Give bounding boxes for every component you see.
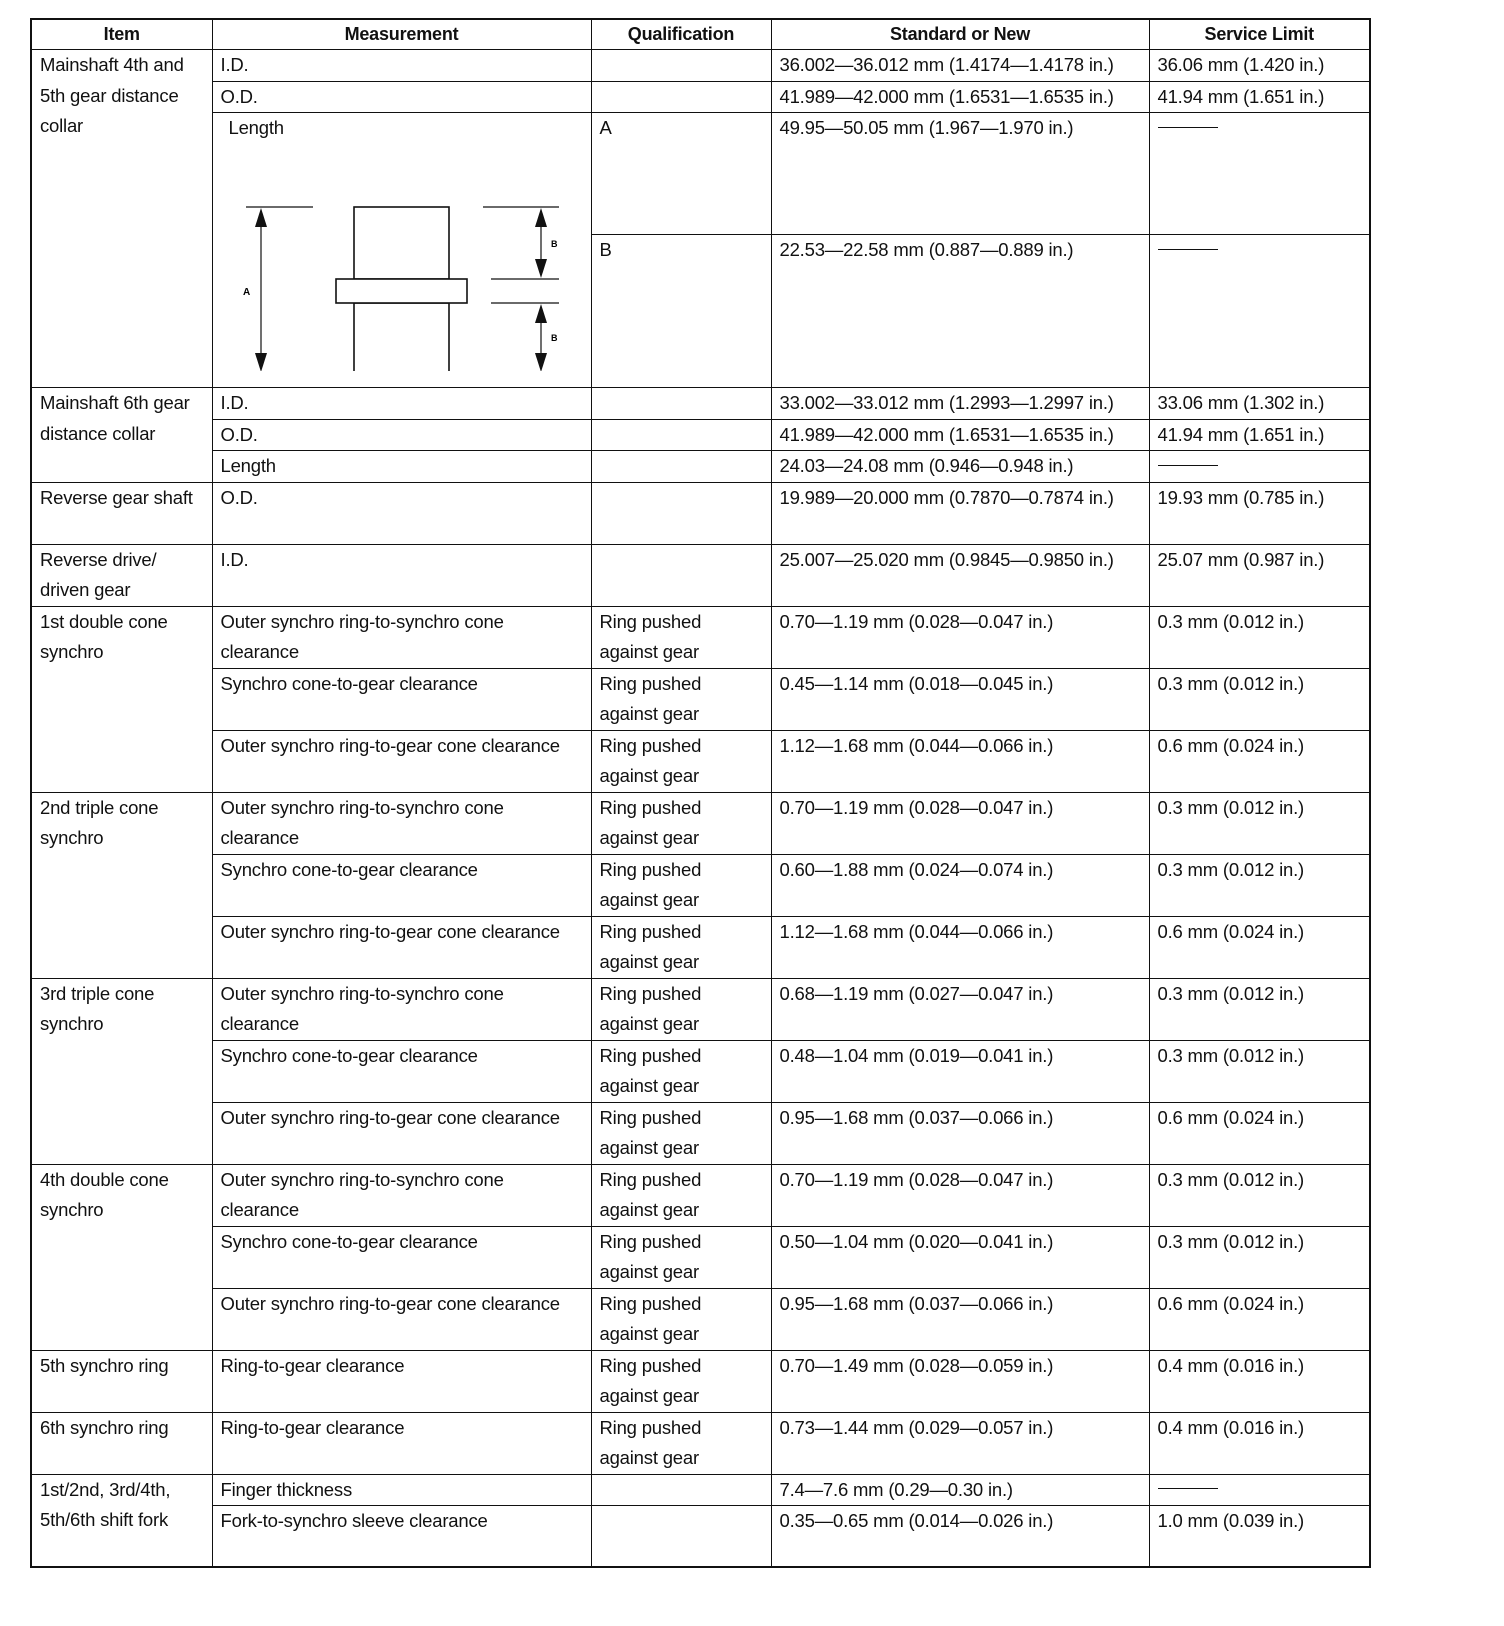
limit-cell: 0.6 mm (0.024 in.) (1149, 730, 1370, 792)
standard-cell: 24.03—24.08 mm (0.946—0.948 in.) (771, 451, 1149, 483)
measurement-cell: O.D. (212, 419, 591, 451)
table-row (31, 544, 1370, 606)
svg-text:A: A (242, 287, 250, 298)
limit-cell (1149, 1474, 1370, 1506)
measurement-cell: Synchro cone-to-gear clearance (212, 1040, 591, 1102)
measurement-cell: Outer synchro ring-to-synchro cone clearance (212, 792, 591, 854)
not-applicable-dash (1158, 1488, 1218, 1489)
limit-cell: 25.07 mm (0.987 in.) (1149, 544, 1370, 606)
limit-cell: 0.3 mm (0.012 in.) (1149, 606, 1370, 668)
standard-cell: 25.007—25.020 mm (0.9845—0.9850 in.) (771, 544, 1149, 606)
table-row (31, 854, 1370, 916)
measurement-cell: Outer synchro ring-to-gear cone clearance (212, 916, 591, 978)
qualification-cell (591, 544, 771, 606)
not-applicable-dash (1158, 249, 1218, 250)
item-cell: 4th double cone synchro (31, 1164, 212, 1350)
qualification-cell: Ring pushed against gear (591, 1102, 771, 1164)
standard-cell: 22.53—22.58 mm (0.887—0.889 in.) (771, 235, 1149, 388)
measurement-cell: Finger thickness (212, 1474, 591, 1506)
limit-cell: 0.4 mm (0.016 in.) (1149, 1350, 1370, 1412)
measurement-cell: O.D. (212, 81, 591, 113)
item-cell: 3rd triple cone synchro (31, 978, 212, 1164)
header-item: Item (31, 19, 212, 50)
limit-cell: 0.3 mm (0.012 in.) (1149, 668, 1370, 730)
item-cell: Mainshaft 4th and 5th gear distance collar (31, 50, 212, 388)
qualification-cell: Ring pushed against gear (591, 730, 771, 792)
measurement-cell: I.D. (212, 544, 591, 606)
table-row (31, 1102, 1370, 1164)
standard-cell: 0.60—1.88 mm (0.024—0.074 in.) (771, 854, 1149, 916)
standard-cell: 1.12—1.68 mm (0.044—0.066 in.) (771, 730, 1149, 792)
limit-cell: 33.06 mm (1.302 in.) (1149, 388, 1370, 420)
limit-cell: 0.3 mm (0.012 in.) (1149, 1226, 1370, 1288)
svg-text:B: B (550, 239, 557, 249)
standard-cell: 0.70—1.49 mm (0.028—0.059 in.) (771, 1350, 1149, 1412)
standard-cell: 36.002—36.012 mm (1.4174—1.4178 in.) (771, 50, 1149, 82)
limit-cell (1149, 451, 1370, 483)
header-qualification: Qualification (591, 19, 771, 50)
limit-cell: 41.94 mm (1.651 in.) (1149, 419, 1370, 451)
table-row (31, 1288, 1370, 1350)
table-row (31, 1226, 1370, 1288)
collar-diagram-icon (243, 191, 573, 371)
table-row (31, 978, 1370, 1040)
table-row (31, 1164, 1370, 1226)
measurement-cell: I.D. (212, 50, 591, 82)
qualification-cell: Ring pushed against gear (591, 916, 771, 978)
item-cell: 2nd triple cone synchro (31, 792, 212, 978)
measurement-cell: Outer synchro ring-to-synchro cone clearance (212, 606, 591, 668)
qualification-cell (591, 482, 771, 544)
table-row (31, 606, 1370, 668)
standard-cell: 0.68—1.19 mm (0.027—0.047 in.) (771, 978, 1149, 1040)
standard-cell: 7.4—7.6 mm (0.29—0.30 in.) (771, 1474, 1149, 1506)
measurement-cell: Ring-to-gear clearance (212, 1412, 591, 1474)
qualification-cell (591, 388, 771, 420)
standard-cell: 0.35—0.65 mm (0.014—0.026 in.) (771, 1506, 1149, 1567)
qualification-cell: Ring pushed against gear (591, 1350, 771, 1412)
limit-cell (1149, 113, 1370, 235)
standard-cell: 33.002—33.012 mm (1.2993—1.2997 in.) (771, 388, 1149, 420)
standard-cell: 0.50—1.04 mm (0.020—0.041 in.) (771, 1226, 1149, 1288)
svg-text:B: B (550, 333, 557, 343)
measurement-cell: Outer synchro ring-to-synchro cone clearance (212, 978, 591, 1040)
standard-cell: 1.12—1.68 mm (0.044—0.066 in.) (771, 916, 1149, 978)
limit-cell: 0.6 mm (0.024 in.) (1149, 1102, 1370, 1164)
limit-cell: 0.6 mm (0.024 in.) (1149, 916, 1370, 978)
table-row (31, 113, 1370, 235)
table-row (31, 668, 1370, 730)
item-cell: Mainshaft 6th gear distance collar (31, 388, 212, 483)
measurement-cell: Synchro cone-to-gear clearance (212, 668, 591, 730)
qualification-cell: Ring pushed against gear (591, 854, 771, 916)
table-row (31, 1040, 1370, 1102)
header-row (31, 19, 1370, 50)
table-row (31, 1350, 1370, 1412)
measurement-cell: Synchro cone-to-gear clearance (212, 854, 591, 916)
item-cell: 1st double cone synchro (31, 606, 212, 792)
measurement-cell: Outer synchro ring-to-gear cone clearance (212, 730, 591, 792)
limit-cell: 1.0 mm (0.039 in.) (1149, 1506, 1370, 1567)
qualification-cell (591, 419, 771, 451)
measurement-cell: Length (228, 117, 284, 138)
qualification-cell: Ring pushed against gear (591, 792, 771, 854)
qualification-cell: Ring pushed against gear (591, 606, 771, 668)
measurement-cell: O.D. (212, 482, 591, 544)
qualification-cell (591, 1474, 771, 1506)
qualification-cell (591, 451, 771, 483)
qualification-cell (591, 50, 771, 82)
measurement-cell: Outer synchro ring-to-gear cone clearance (212, 1288, 591, 1350)
standard-cell: 49.95—50.05 mm (1.967—1.970 in.) (771, 113, 1149, 235)
limit-cell: 0.6 mm (0.024 in.) (1149, 1288, 1370, 1350)
limit-cell: 0.4 mm (0.016 in.) (1149, 1412, 1370, 1474)
standard-cell: 0.45—1.14 mm (0.018—0.045 in.) (771, 668, 1149, 730)
qualification-cell (591, 81, 771, 113)
standard-cell: 0.70—1.19 mm (0.028—0.047 in.) (771, 606, 1149, 668)
measurement-cell: I.D. (212, 388, 591, 420)
standard-cell: 19.989—20.000 mm (0.7870—0.7874 in.) (771, 482, 1149, 544)
limit-cell: 41.94 mm (1.651 in.) (1149, 81, 1370, 113)
qualification-cell: Ring pushed against gear (591, 1040, 771, 1102)
table-row (31, 792, 1370, 854)
table-row (31, 1506, 1370, 1567)
table-row (31, 50, 1370, 82)
limit-cell: 0.3 mm (0.012 in.) (1149, 854, 1370, 916)
table-row (31, 730, 1370, 792)
not-applicable-dash (1158, 127, 1218, 128)
standard-cell: 41.989—42.000 mm (1.6531—1.6535 in.) (771, 81, 1149, 113)
standard-cell: 0.95—1.68 mm (0.037—0.066 in.) (771, 1288, 1149, 1350)
limit-cell: 0.3 mm (0.012 in.) (1149, 978, 1370, 1040)
qualification-cell: Ring pushed against gear (591, 1164, 771, 1226)
measurement-cell: Synchro cone-to-gear clearance (212, 1226, 591, 1288)
table-row (31, 1412, 1370, 1474)
header-measurement: Measurement (212, 19, 591, 50)
qualification-cell: Ring pushed against gear (591, 1412, 771, 1474)
not-applicable-dash (1158, 465, 1218, 466)
table-row (31, 1474, 1370, 1506)
item-cell: Reverse drive/ driven gear (31, 544, 212, 606)
qualification-cell: B (591, 235, 771, 388)
measurement-cell: Outer synchro ring-to-gear cone clearance (212, 1102, 591, 1164)
measurement-cell: Ring-to-gear clearance (212, 1350, 591, 1412)
item-cell: 1st/2nd, 3rd/4th, 5th/6th shift fork (31, 1474, 212, 1567)
table-row (31, 419, 1370, 451)
item-cell: 6th synchro ring (31, 1412, 212, 1474)
table-row (31, 81, 1370, 113)
limit-cell: 0.3 mm (0.012 in.) (1149, 792, 1370, 854)
item-cell: Reverse gear shaft (31, 482, 212, 544)
measurement-cell: Fork-to-synchro sleeve clearance (212, 1506, 591, 1567)
table-row (31, 451, 1370, 483)
qualification-cell: Ring pushed against gear (591, 978, 771, 1040)
limit-cell (1149, 235, 1370, 388)
limit-cell: 0.3 mm (0.012 in.) (1149, 1164, 1370, 1226)
standard-cell: 0.73—1.44 mm (0.029—0.057 in.) (771, 1412, 1149, 1474)
standard-cell: 0.70—1.19 mm (0.028—0.047 in.) (771, 792, 1149, 854)
qualification-cell (591, 1506, 771, 1567)
specification-table (30, 18, 1371, 1568)
measurement-diagram-cell (212, 113, 591, 388)
measurement-cell: Length (212, 451, 591, 483)
qualification-cell: Ring pushed against gear (591, 1226, 771, 1288)
header-standard-or-new: Standard or New (771, 19, 1149, 50)
limit-cell: 36.06 mm (1.420 in.) (1149, 50, 1370, 82)
item-cell: 5th synchro ring (31, 1350, 212, 1412)
measurement-cell: Outer synchro ring-to-synchro cone clearance (212, 1164, 591, 1226)
standard-cell: 41.989—42.000 mm (1.6531—1.6535 in.) (771, 419, 1149, 451)
qualification-cell: Ring pushed against gear (591, 668, 771, 730)
standard-cell: 0.48—1.04 mm (0.019—0.041 in.) (771, 1040, 1149, 1102)
limit-cell: 0.3 mm (0.012 in.) (1149, 1040, 1370, 1102)
qualification-cell: Ring pushed against gear (591, 1288, 771, 1350)
standard-cell: 0.95—1.68 mm (0.037—0.066 in.) (771, 1102, 1149, 1164)
table-row (31, 388, 1370, 420)
limit-cell: 19.93 mm (0.785 in.) (1149, 482, 1370, 544)
header-service-limit: Service Limit (1149, 19, 1370, 50)
standard-cell: 0.70—1.19 mm (0.028—0.047 in.) (771, 1164, 1149, 1226)
qualification-cell: A (591, 113, 771, 235)
table-row (31, 482, 1370, 544)
table-row (31, 916, 1370, 978)
